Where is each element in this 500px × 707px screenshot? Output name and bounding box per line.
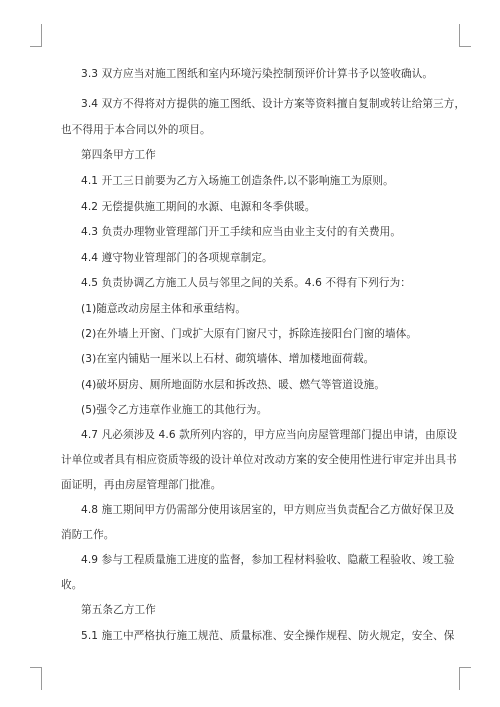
clause-3-3: 3.3 双方应当对施工图纸和室内环境污染控制预评价计算书予以签收确认。 — [81, 68, 434, 80]
clause-4-8-continued: 消防工作。 — [61, 529, 115, 541]
list-item-2: (2)在外墙上开窗、门或扩大原有门窗尺寸，拆除连接阳台门窗的墙体。 — [81, 328, 418, 340]
clause-4-7-continued: 计单位或者具有相应资质等级的设计单位对改动方案的安全使用性进行审定并出具书 — [61, 454, 457, 466]
section-heading-5: 第五条乙方工作 — [81, 604, 156, 616]
list-item-1: (1)随意改动房屋主体和承重结构。 — [81, 303, 247, 315]
clause-4-9-continued: 收。 — [61, 579, 83, 591]
clause-3-4-continued: 也不得用于本合同以外的项目。 — [61, 124, 211, 136]
clause-5-1: 5.1 施工中严格执行施工规范、质量标准、安全操作规程、防火规定，安全、保 — [81, 630, 455, 642]
clause-3-4: 3.4 双方不得将对方提供的施工图纸、设计方案等资料擅自复制或转让给第三方， — [81, 98, 466, 110]
clause-4-7: 4.7 凡必须涉及 4.6 款所列内容的，甲方应当向房屋管理部门提出申请，由原设 — [81, 429, 458, 441]
clause-4-1: 4.1 开工三日前要为乙方入场施工创造条件,以不影响施工为原则。 — [81, 175, 394, 187]
clause-4-7-continued-2: 面证明，再由房屋管理部门批准。 — [61, 479, 222, 491]
crop-mark-bottom-left — [30, 667, 42, 690]
crop-mark-top-left — [30, 24, 42, 47]
clause-4-2: 4.2 无偿提供施工期间的水源、电源和冬季供暖。 — [81, 201, 316, 213]
clause-4-3: 4.3 负责办理物业管理部门开工手续和应当由业主支付的有关费用。 — [81, 226, 402, 238]
clause-4-4: 4.4 遵守物业管理部门的各项规章制定。 — [81, 252, 273, 264]
clause-4-9: 4.9 参与工程质量施工进度的监督，参加工程材料验收、隐蔽工程验收、竣工验 — [81, 554, 455, 566]
section-heading-4: 第四条甲方工作 — [81, 149, 156, 161]
list-item-5: (5)强令乙方违章作业施工的其他行为。 — [81, 404, 268, 416]
crop-mark-top-right — [459, 24, 471, 47]
list-item-3: (3)在室内铺贴一厘米以上石材、砌筑墙体、增加楼地面荷载。 — [81, 353, 375, 365]
list-item-4: (4)破坏厨房、厕所地面防水层和拆改热、暖、燃气等管道设施。 — [81, 379, 386, 391]
clause-4-5: 4.5 负责协调乙方施工人员与邻里之间的关系。4.6 不得有下列行为： — [81, 277, 411, 289]
clause-4-8: 4.8 施工期间甲方仍需部分使用该居室的，甲方则应当负责配合乙方做好保卫及 — [81, 504, 455, 516]
crop-mark-bottom-right — [459, 667, 471, 690]
